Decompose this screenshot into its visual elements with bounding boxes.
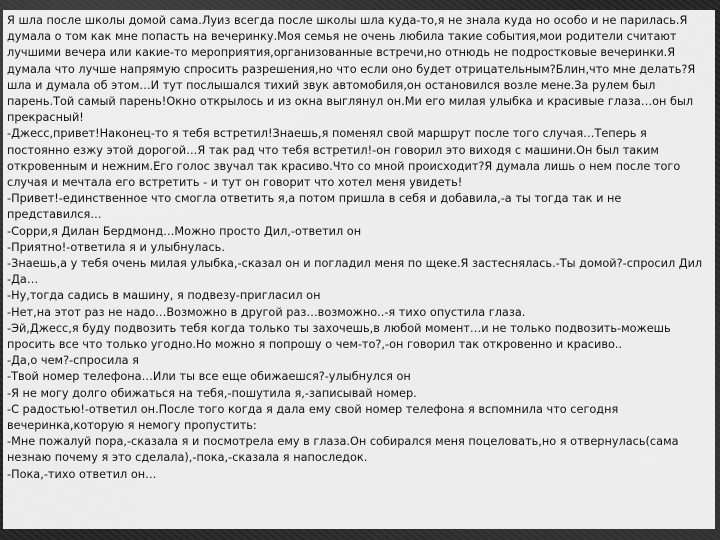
- text-panel: [3, 10, 715, 529]
- dialogue-line: -Да,о чем?-спросила я: [7, 354, 139, 368]
- dialogue-line: -Мне пожалуй пора,-сказала я и посмотрела ему в глаза.Он собирался меня поцеловать,но я отвернулась(сама незнаю почему я это сделала),-пока,-сказала я напоследок.: [7, 435, 679, 465]
- dialogue-line: -Да…: [7, 273, 39, 287]
- dialogue-line: -Эй,Джесс,я буду подвозить тебя когда только ты захочешь,в любой момент…и не только подвозить-можешь просить все что только угодно.Но можно я попрошу о чем-то?,-он говорил так откровенно и красиво..: [7, 321, 671, 352]
- story-paragraph-intro: Я шла после школы домой сама.Луиз всегда после школы шла куда-то,я не знала куда но особо и не парилась.Я думала о том как мне попасть на вечеринку.Моя семья не очень любила такие события,мои родители считают лучшими вечера или какие-то мероприятия,организованные встречи,но отнюдь не подростковые вечеринки.Я думала что лучше напрямую спросить разрешения,но что если оно будет отрицательным?Блин,что мне делать?Я шла и думала об этом…И тут послышался тихий звук автомобиля,он остановился возле мене.За рулем был парень.Той самый парень!Окно открылось и из окна выглянул он.Ми его милая улыбка и красивые глаза…он был прекрасный!: [7, 14, 696, 125]
- dialogue-line: -Нет,на этот раз не надо…Возможно в другой раз…возможно..-я тихо опустила глаза.: [7, 305, 526, 319]
- dialogue-line: -Пока,-тихо ответил он…: [7, 467, 157, 481]
- dialogue-line: -Приятно!-ответила я и улыбнулась.: [7, 240, 225, 254]
- dialogue-line: -Твой номер телефона…Или ты все еще обижаешся?-улыбнулся он: [7, 370, 411, 384]
- dialogue-line: -Я не могу долго обижаться на тебя,-пошутила я,-записывай номер.: [7, 386, 417, 400]
- dialogue-line: -Сорри,я Дилан Бердмонд…Можно просто Дил,-ответил он: [7, 224, 362, 238]
- dialogue-line: -Джесс,привет!Наконец-то я тебя встретил!Знаешь,я поменял свой маршрут после того случая…Теперь я постоянно езжу этой дорогой…Я так рад что тебя встретил!-он говорил это виходя с машини.Он был таким откровенным и нежним.Его голос звучал так красиво.Что со мной происходит?Я думала лишь о нем после того случая и мечтала его встретить - и тут он говорит что хотел меня увидеть!: [7, 127, 681, 190]
- dialogue-line: -Ну,тогда садись в машину, я подвезу-пригласил он: [7, 289, 321, 303]
- dialogue-line: -Привет!-единственное что смогла ответить я,а потом пришла в себя и добавила,-а ты тогда так и не представился…: [7, 192, 622, 222]
- dialogue-line: -С радостью!-ответил он.После того когда я дала ему свой номер телефона я вспомнила что сегодня вечеринка,которую я немогу пропустить:: [7, 402, 619, 433]
- dialogue-line: -Знаешь,а у тебя очень милая улыбка,-сказал он и погладил меня по щеке.Я застеснялась.-Ты домой?-спросил Дил: [7, 257, 703, 271]
